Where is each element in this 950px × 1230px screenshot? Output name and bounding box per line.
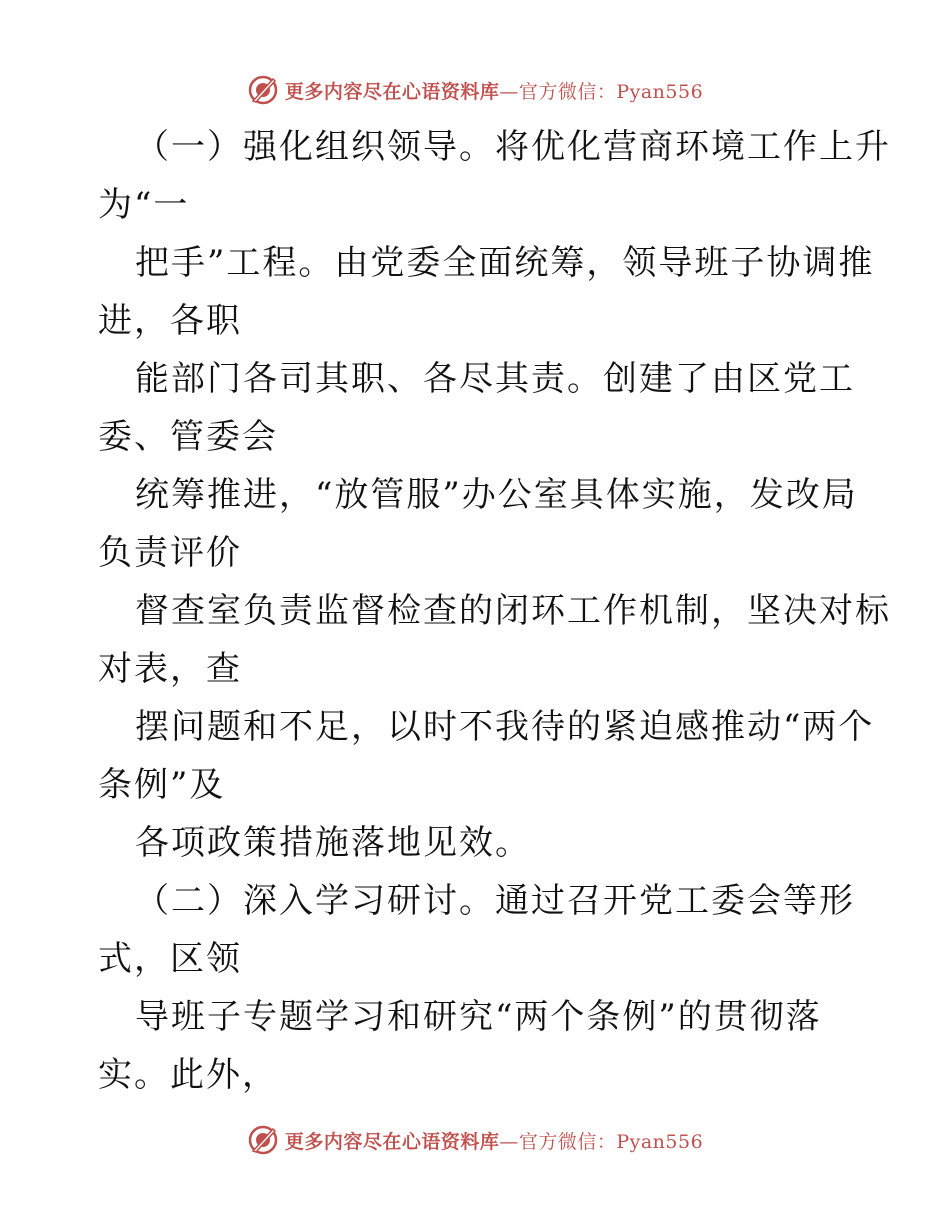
text-line-2: 为“一 xyxy=(98,185,190,225)
watermark-separator: — xyxy=(499,1130,519,1153)
text-line-10: 对表，查 xyxy=(98,649,242,689)
watermark-brand: 更多内容尽在心语资料库 xyxy=(284,1130,500,1153)
text-line-8: 负责评价 xyxy=(98,533,242,573)
text-line-7: 统筹推进，“放管服”办公室具体实施，发改局 xyxy=(135,475,858,515)
text-line-6: 委、管委会 xyxy=(98,417,278,457)
text-line-15: 式，区领 xyxy=(98,939,242,979)
text-line-16: 导班子专题学习和研究“两个条例”的贯彻落 xyxy=(135,997,822,1037)
text-line-11: 摆问题和不足，以时不我待的紧迫感推动“两个 xyxy=(135,707,875,747)
text-line-5: 能部门各司其职、各尽其责。创建了由区党工 xyxy=(135,359,855,399)
text-line-17: 实。此外， xyxy=(98,1055,278,1095)
watermark-contact: 官方微信：Pyan556 xyxy=(518,1130,704,1153)
quill-seal-icon xyxy=(247,74,279,106)
text-line-4: 进，各职 xyxy=(98,301,242,341)
watermark-text xyxy=(285,1127,703,1154)
watermark-separator: — xyxy=(499,80,519,103)
text-line-1: （一）强化组织领导。将优化营商环境工作上升 xyxy=(135,127,891,167)
quill-seal-icon xyxy=(247,1124,279,1156)
watermark-brand: 更多内容尽在心语资料库 xyxy=(284,80,500,103)
text-line-12: 条例”及 xyxy=(98,765,226,805)
text-line-14: （二）深入学习研讨。通过召开党工委会等形 xyxy=(135,881,855,921)
text-line-9: 督查室负责监督检查的闭环工作机制，坚决对标 xyxy=(135,591,891,631)
watermark-contact: 官方微信：Pyan556 xyxy=(518,80,704,103)
text-line-13: 各项政策措施落地见效。 xyxy=(135,823,531,863)
footer-watermark xyxy=(0,1122,950,1158)
text-line-3: 把手”工程。由党委全面统筹，领导班子协调推 xyxy=(135,243,875,283)
header-watermark xyxy=(0,72,950,108)
watermark-text xyxy=(285,77,703,104)
